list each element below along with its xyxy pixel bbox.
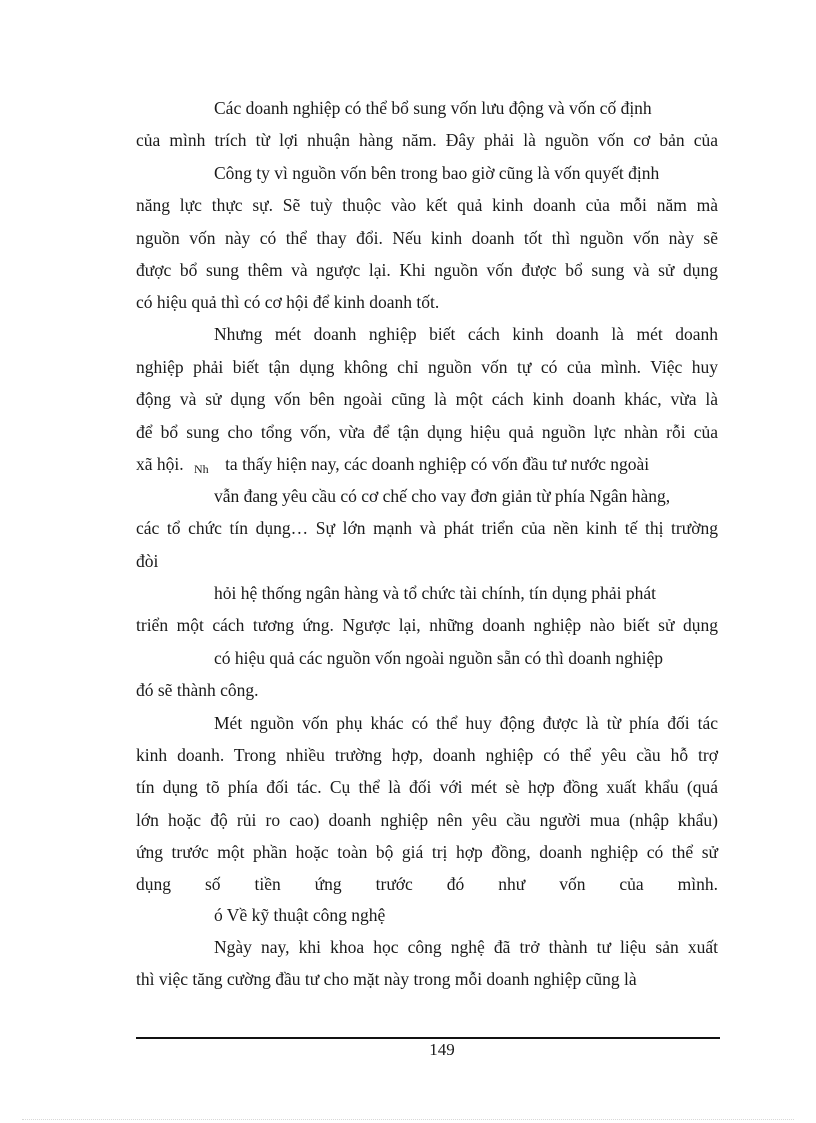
body-line: Mét nguồn vốn phụ khác có thể huy động được là từ phía đối tác [214, 713, 718, 733]
body-line: hỏi hệ thống ngân hàng và tổ chức tài chính, tín dụng phải phát [214, 583, 657, 603]
page-number: 149 [429, 1040, 455, 1059]
body-line: đó sẽ thành công. [136, 680, 259, 700]
body-line: ứng trước một phần hoặc toàn bộ giá trị hợp đồng, doanh nghiệp có thể sử [136, 842, 718, 862]
body-line: năng lực thực sự. Sẽ tuỳ thuộc vào kết quả kinh doanh của mỗi năm mà [136, 195, 718, 215]
body-line: nguồn vốn này có thể thay đổi. Nếu kinh doanh tốt thì nguồn vốn này sẽ [136, 228, 718, 248]
body-line: vẫn đang yêu cầu có cơ chế cho vay đơn giản từ phía Ngân hàng, [214, 486, 671, 506]
body-line: nghiệp phải biết tận dụng không chỉ nguồn vốn tự có của mình. Việc huy [136, 357, 718, 377]
body-line: lớn hoặc độ rủi ro cao) doanh nghiệp nên yêu cầu người mua (nhập khẩu) [136, 810, 718, 830]
body-line: dụng số tiền ứng trước đó như vốn của mình. [136, 874, 718, 894]
page-edge-dotted-line [22, 1119, 794, 1120]
line-rest: ta thấy hiện nay, các doanh nghiệp có vốn đầu tư nước ngoài [225, 454, 650, 474]
body-line: Các doanh nghiệp có thể bổ sung vốn lưu động và vốn cố định [214, 98, 652, 118]
body-line: thì việc tăng cường đầu tư cho mặt này trong mỗi doanh nghiệp cũng là [136, 969, 637, 989]
line-start: xã hội. [136, 454, 184, 474]
body-line: Ngày nay, khi khoa học công nghệ đã trở thành tư liệu sản xuất [214, 937, 718, 957]
body-line: để bổ sung cho tổng vốn, vừa để tận dụng hiệu quả nguồn lực nhàn rỗi của [136, 422, 718, 442]
body-line: đòi [136, 551, 159, 571]
body-line: các tổ chức tín dụng… Sự lớn mạnh và phát triển của nền kinh tế thị trường [136, 518, 718, 538]
section-heading: ó Về kỹ thuật công nghệ [214, 905, 386, 925]
body-line: của mình trích từ lợi nhuận hàng năm. Đây phải là nguồn vốn cơ bản của [136, 130, 718, 150]
body-line: được bổ sung thêm và ngược lại. Khi nguồn vốn được bổ sung và sử dụng [136, 260, 718, 280]
body-line: động và sử dụng vốn bên ngoài cũng là một cách kinh doanh khác, vừa là [136, 389, 718, 409]
body-line: triển một cách tương ứng. Ngược lại, những doanh nghiệp nào biết sử dụng [136, 615, 718, 635]
body-line: có hiệu quả thì có cơ hội để kinh doanh tốt. [136, 292, 440, 312]
body-line: Nhưng mét doanh nghiệp biết cách kinh doanh là mét doanh [214, 324, 718, 344]
body-line: tín dụng tõ phía đối tác. Cụ thể là đối với mét sè hợp đồng xuất khẩu (quá [136, 777, 718, 797]
small-fragment: Nh [194, 462, 209, 476]
body-line: có hiệu quả các nguồn vốn ngoài nguồn sẵn có thì doanh nghiệp [214, 648, 664, 668]
body-line: kinh doanh. Trong nhiều trường hợp, doanh nghiệp có thể yêu cầu hỗ trợ [136, 745, 718, 765]
body-line: Công ty vì nguồn vốn bên trong bao giờ cũng là vốn quyết định [214, 163, 660, 183]
body-line [136, 452, 718, 478]
